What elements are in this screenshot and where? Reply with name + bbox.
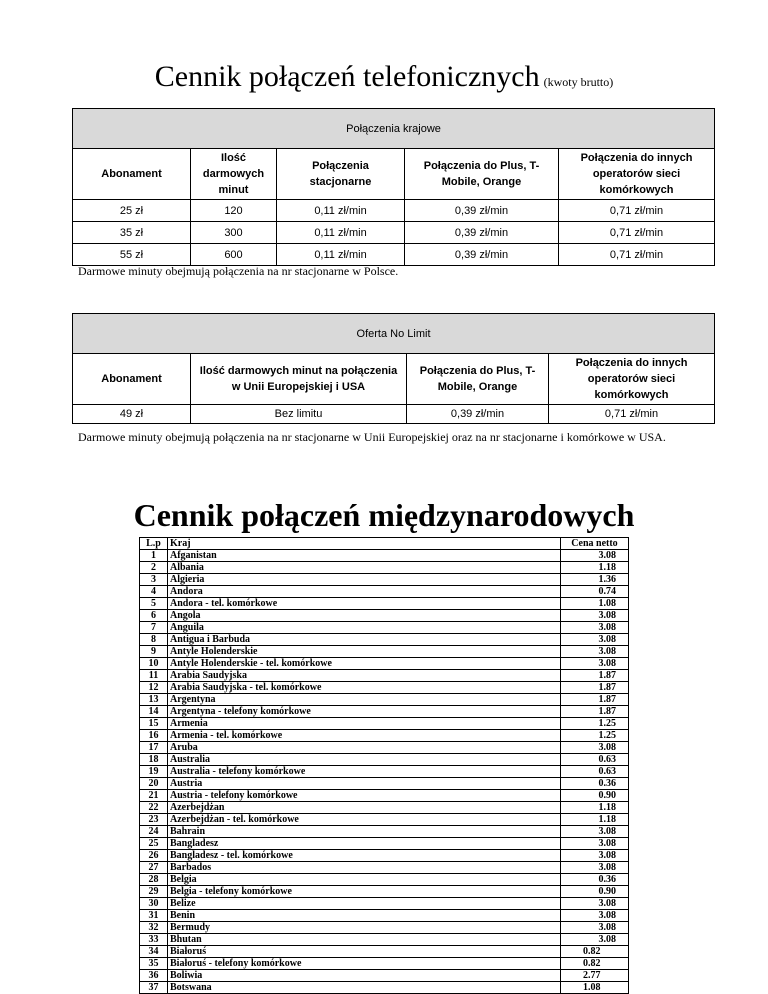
- price-value: 3.08: [561, 622, 629, 634]
- price-value: 3.08: [561, 838, 629, 850]
- domestic-table-header: Połączenia krajowe: [73, 109, 715, 149]
- price-value: 3.08: [561, 550, 629, 562]
- row-number: 16: [140, 730, 168, 742]
- table-row: [140, 550, 629, 562]
- table-row: [140, 898, 629, 910]
- row-number: 29: [140, 886, 168, 898]
- row-number: 14: [140, 706, 168, 718]
- column-header: Ilość darmowych minut: [191, 149, 277, 200]
- table-row: [140, 790, 629, 802]
- header-lp: L.p: [140, 538, 168, 550]
- row-number: 36: [140, 970, 168, 982]
- table-row: [140, 922, 629, 934]
- country-name: Bhutan: [168, 934, 561, 946]
- table-cell: 0,39 zł/min: [407, 405, 549, 424]
- row-number: 13: [140, 694, 168, 706]
- row-number: 31: [140, 910, 168, 922]
- table-cell: 600: [191, 244, 277, 266]
- row-number: 5: [140, 598, 168, 610]
- table-row: [140, 814, 629, 826]
- table-row: [140, 682, 629, 694]
- table-cell: 0,11 zł/min: [277, 244, 405, 266]
- row-number: 23: [140, 814, 168, 826]
- table-row: [140, 658, 629, 670]
- table-row: [140, 982, 629, 994]
- row-number: 27: [140, 862, 168, 874]
- table-cell: 0,39 zł/min: [405, 200, 559, 222]
- table-row: [73, 405, 715, 424]
- price-value: 3.08: [561, 898, 629, 910]
- price-value: 3.08: [561, 934, 629, 946]
- table-row: [140, 874, 629, 886]
- row-number: 2: [140, 562, 168, 574]
- table-cell: 0,39 zł/min: [405, 222, 559, 244]
- country-name: Białoruś - telefony komórkowe: [168, 958, 561, 970]
- country-name: Belgia - telefony komórkowe: [168, 886, 561, 898]
- column-header: Połączenia do innych operatorów sieci komórkowych: [559, 149, 715, 200]
- price-value: 3.08: [561, 922, 629, 934]
- country-name: Argentyna - telefony komórkowe: [168, 706, 561, 718]
- country-name: Antyle Holenderskie: [168, 646, 561, 658]
- country-name: Armenia: [168, 718, 561, 730]
- table-row: [73, 200, 715, 222]
- table-cell: Bez limitu: [191, 405, 407, 424]
- table-row: [140, 946, 629, 958]
- table-cell: 0,11 zł/min: [277, 200, 405, 222]
- table-cell: 49 zł: [73, 405, 191, 424]
- table-cell: 0,71 zł/min: [559, 244, 715, 266]
- table-cell: 0,71 zł/min: [559, 222, 715, 244]
- country-name: Australia - telefony komórkowe: [168, 766, 561, 778]
- table-row: [140, 718, 629, 730]
- country-name: Argentyna: [168, 694, 561, 706]
- table-row: [140, 850, 629, 862]
- country-name: Belgia: [168, 874, 561, 886]
- row-number: 26: [140, 850, 168, 862]
- row-number: 17: [140, 742, 168, 754]
- table-cell: 300: [191, 222, 277, 244]
- table-row: [140, 754, 629, 766]
- price-value: 0.82: [561, 958, 629, 970]
- column-header: Połączenia do innych operatorów sieci komórkowych: [549, 354, 715, 405]
- price-value: 1.25: [561, 718, 629, 730]
- price-value: 3.08: [561, 658, 629, 670]
- price-value: 0.63: [561, 754, 629, 766]
- table-row: [140, 970, 629, 982]
- price-value: 1.87: [561, 670, 629, 682]
- country-name: Bangladesz: [168, 838, 561, 850]
- country-name: Botswana: [168, 982, 561, 994]
- row-number: 19: [140, 766, 168, 778]
- row-number: 37: [140, 982, 168, 994]
- row-number: 22: [140, 802, 168, 814]
- price-value: 1.18: [561, 802, 629, 814]
- country-name: Arabia Saudyjska - tel. komórkowe: [168, 682, 561, 694]
- country-name: Austria - telefony komórkowe: [168, 790, 561, 802]
- price-value: 3.08: [561, 850, 629, 862]
- row-number: 12: [140, 682, 168, 694]
- table-row: [140, 610, 629, 622]
- row-number: 10: [140, 658, 168, 670]
- row-number: 8: [140, 634, 168, 646]
- row-number: 1: [140, 550, 168, 562]
- table-row: [140, 694, 629, 706]
- country-name: Arabia Saudyjska: [168, 670, 561, 682]
- country-name: Bahrain: [168, 826, 561, 838]
- price-value: 3.08: [561, 742, 629, 754]
- country-name: Bangladesz - tel. komórkowe: [168, 850, 561, 862]
- international-price-table: [139, 537, 629, 994]
- page-title: [0, 60, 768, 94]
- row-number: 4: [140, 586, 168, 598]
- row-number: 21: [140, 790, 168, 802]
- row-number: 11: [140, 670, 168, 682]
- table-row: [140, 742, 629, 754]
- row-number: 34: [140, 946, 168, 958]
- row-number: 15: [140, 718, 168, 730]
- column-header: Połączenia do Plus, T-Mobile, Orange: [405, 149, 559, 200]
- price-value: 1.36: [561, 574, 629, 586]
- table-row: [140, 778, 629, 790]
- country-name: Andora - tel. komórkowe: [168, 598, 561, 610]
- row-number: 35: [140, 958, 168, 970]
- price-value: 3.08: [561, 610, 629, 622]
- international-header-row: [140, 538, 629, 550]
- table-row: [140, 934, 629, 946]
- country-name: Australia: [168, 754, 561, 766]
- table-row: [140, 910, 629, 922]
- table-row: [140, 706, 629, 718]
- table-row: [140, 634, 629, 646]
- country-name: Aruba: [168, 742, 561, 754]
- table-row: [140, 670, 629, 682]
- column-header: Abonament: [73, 149, 191, 200]
- price-value: 3.08: [561, 826, 629, 838]
- table-row: [140, 586, 629, 598]
- price-value: 3.08: [561, 862, 629, 874]
- country-name: Armenia - tel. komórkowe: [168, 730, 561, 742]
- page-title-main: Cennik połączeń telefonicznych: [154, 60, 540, 93]
- country-name: Anguila: [168, 622, 561, 634]
- price-value: 2.77: [561, 970, 629, 982]
- table-row: [140, 574, 629, 586]
- nolimit-price-table: [72, 313, 715, 424]
- table-row: [140, 958, 629, 970]
- price-value: 3.08: [561, 634, 629, 646]
- price-value: 0.90: [561, 886, 629, 898]
- price-value: 1.87: [561, 706, 629, 718]
- country-name: Albania: [168, 562, 561, 574]
- table-cell: 0,71 zł/min: [559, 200, 715, 222]
- row-number: 20: [140, 778, 168, 790]
- price-value: 1.87: [561, 694, 629, 706]
- table-row: [140, 862, 629, 874]
- nolimit-note: Darmowe minuty obejmują połączenia na nr stacjonarne w Unii Europejskiej oraz na nr stacjonarne i komórkowe w USA.: [78, 430, 666, 444]
- header-country: Kraj: [168, 538, 561, 550]
- column-header: Połączenia do Plus, T-Mobile, Orange: [407, 354, 549, 405]
- row-number: 25: [140, 838, 168, 850]
- country-name: Algieria: [168, 574, 561, 586]
- row-number: 18: [140, 754, 168, 766]
- country-name: Antigua i Barbuda: [168, 634, 561, 646]
- domestic-note: Darmowe minuty obejmują połączenia na nr stacjonarne w Polsce.: [78, 264, 399, 278]
- row-number: 28: [140, 874, 168, 886]
- price-value: 0.82: [561, 946, 629, 958]
- table-row: [140, 562, 629, 574]
- table-cell: 120: [191, 200, 277, 222]
- table-row: [140, 646, 629, 658]
- header-price: Cena netto: [561, 538, 629, 550]
- price-value: 0.36: [561, 874, 629, 886]
- country-name: Bermudy: [168, 922, 561, 934]
- price-value: 0.63: [561, 766, 629, 778]
- country-name: Belize: [168, 898, 561, 910]
- price-value: 1.08: [561, 982, 629, 994]
- price-value: 0.36: [561, 778, 629, 790]
- price-value: 3.08: [561, 910, 629, 922]
- international-title: Cennik połączeń międzynarodowych: [133, 497, 635, 533]
- country-name: Benin: [168, 910, 561, 922]
- row-number: 24: [140, 826, 168, 838]
- country-name: Austria: [168, 778, 561, 790]
- nolimit-table-header: Oferta No Limit: [73, 314, 715, 354]
- price-value: 1.18: [561, 562, 629, 574]
- column-header: Ilość darmowych minut na połączenia w Unii Europejskiej i USA: [191, 354, 407, 405]
- country-name: Boliwia: [168, 970, 561, 982]
- table-cell: 55 zł: [73, 244, 191, 266]
- table-row: [140, 622, 629, 634]
- country-name: Angola: [168, 610, 561, 622]
- table-cell: 25 zł: [73, 200, 191, 222]
- price-value: 1.87: [561, 682, 629, 694]
- table-row: [140, 598, 629, 610]
- row-number: 9: [140, 646, 168, 658]
- column-header: Połączenia stacjonarne: [277, 149, 405, 200]
- table-cell: 0,11 zł/min: [277, 222, 405, 244]
- country-name: Barbados: [168, 862, 561, 874]
- country-name: Azerbejdżan: [168, 802, 561, 814]
- table-row: [140, 802, 629, 814]
- table-row: [73, 244, 715, 266]
- country-name: Antyle Holenderskie - tel. komórkowe: [168, 658, 561, 670]
- row-number: 32: [140, 922, 168, 934]
- country-name: Afganistan: [168, 550, 561, 562]
- table-cell: 35 zł: [73, 222, 191, 244]
- row-number: 3: [140, 574, 168, 586]
- table-row: [73, 222, 715, 244]
- price-value: 3.08: [561, 646, 629, 658]
- row-number: 33: [140, 934, 168, 946]
- table-row: [140, 886, 629, 898]
- price-value: 1.08: [561, 598, 629, 610]
- table-row: [140, 838, 629, 850]
- column-header: Abonament: [73, 354, 191, 405]
- table-row: [140, 826, 629, 838]
- price-value: 0.90: [561, 790, 629, 802]
- price-value: 1.25: [561, 730, 629, 742]
- domestic-price-table: [72, 108, 715, 266]
- table-row: [140, 766, 629, 778]
- country-name: Andora: [168, 586, 561, 598]
- price-value: 1.18: [561, 814, 629, 826]
- country-name: Azerbejdżan - tel. komórkowe: [168, 814, 561, 826]
- table-cell: 0,39 zł/min: [405, 244, 559, 266]
- country-name: Białoruś: [168, 946, 561, 958]
- table-cell: 0,71 zł/min: [549, 405, 715, 424]
- page-title-sub: (kwoty brutto): [543, 75, 614, 89]
- row-number: 30: [140, 898, 168, 910]
- price-value: 0.74: [561, 586, 629, 598]
- row-number: 7: [140, 622, 168, 634]
- table-row: [140, 730, 629, 742]
- row-number: 6: [140, 610, 168, 622]
